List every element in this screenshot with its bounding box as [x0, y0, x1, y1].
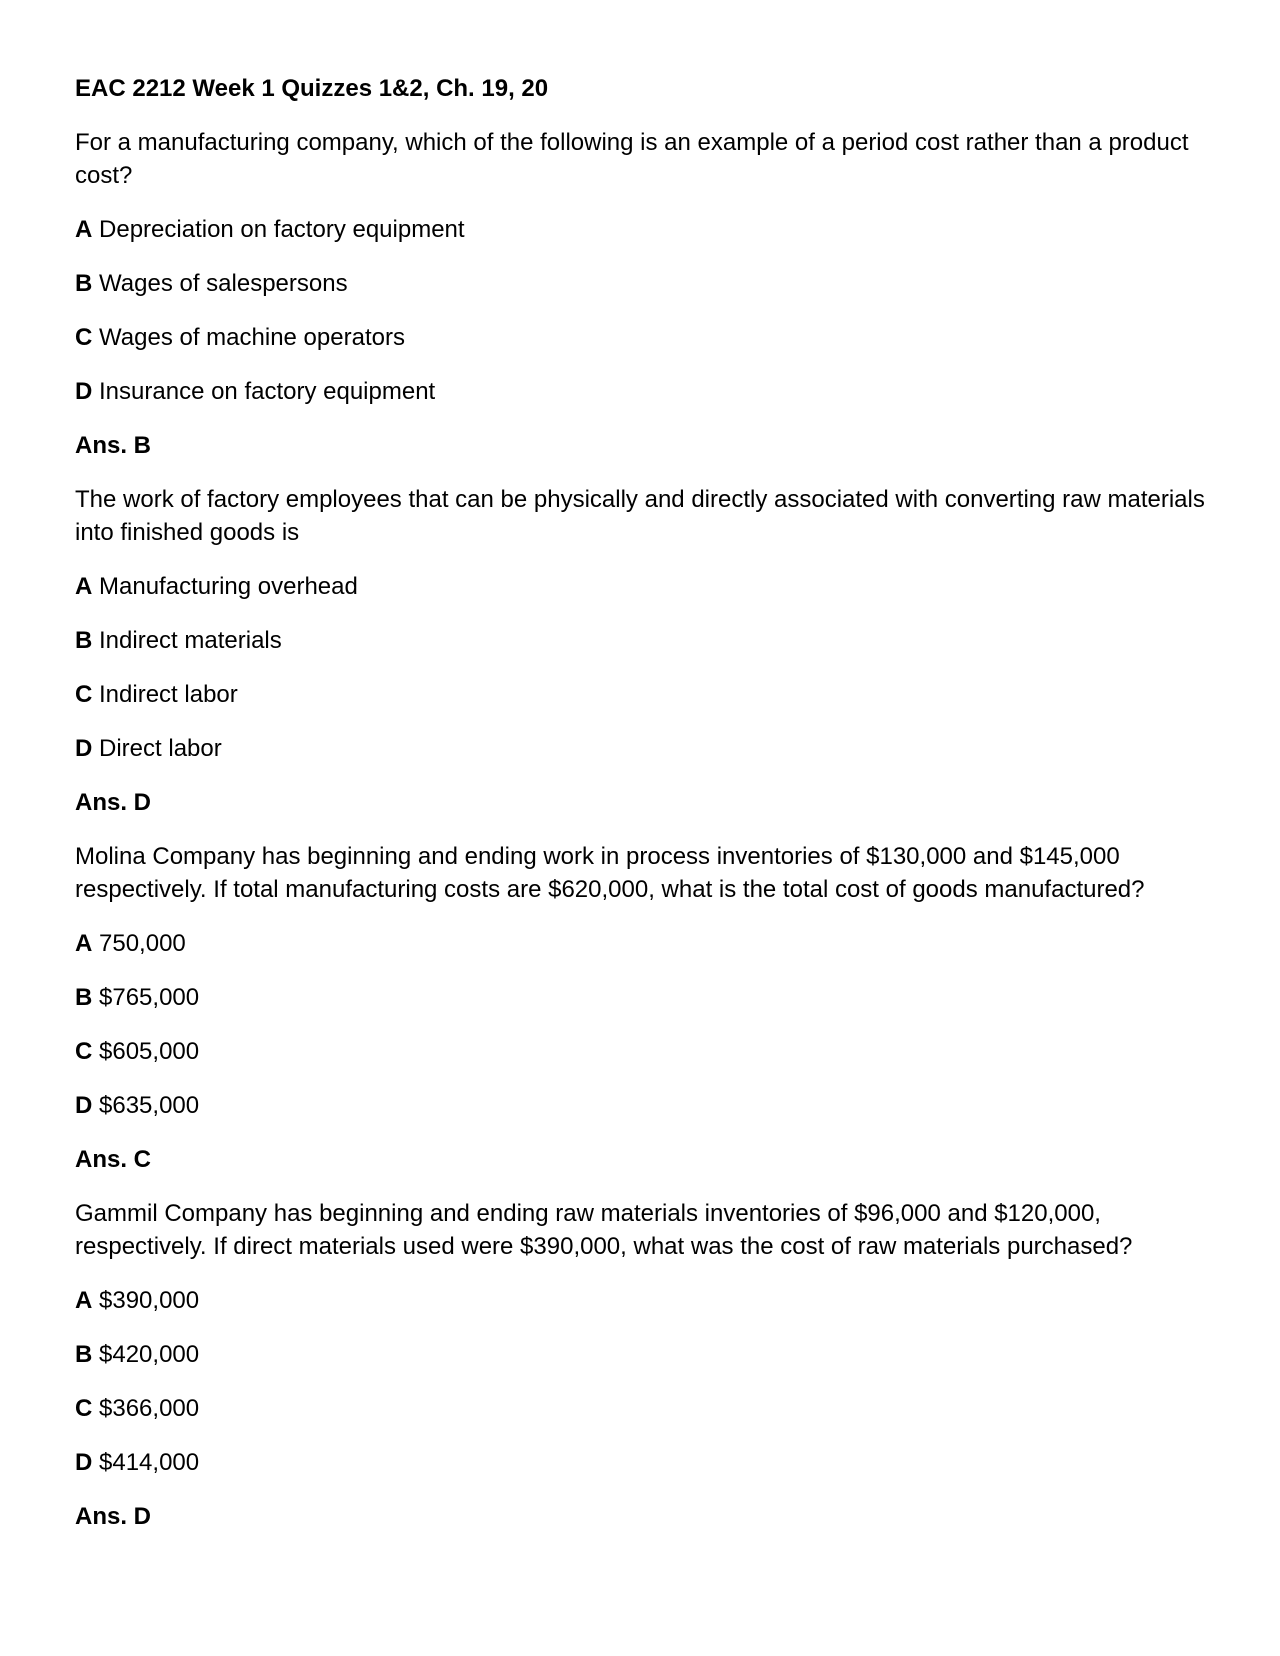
option-a	[75, 570, 1215, 603]
question-text: The work of factory employees that can be physically and directly associated with converting raw materials into finished goods is	[75, 486, 1205, 546]
question-text: Molina Company has beginning and ending work in process inventories of $130,000 and $145,000 respectively. If total manufacturing costs are $620,000, what is the total cost of goods manufactured?	[75, 843, 1145, 903]
option-text: $390,000	[99, 1287, 200, 1314]
option-text: $635,000	[99, 1092, 200, 1119]
answer-text: Ans. C	[75, 1146, 152, 1173]
option-letter: A	[75, 930, 93, 957]
option-letter: A	[75, 573, 93, 600]
option-text: Direct labor	[99, 735, 222, 762]
option-b	[75, 1338, 1215, 1371]
option-text: $765,000	[99, 984, 200, 1011]
document-page	[75, 72, 1215, 1554]
question-block-1	[75, 126, 1215, 462]
option-letter: D	[75, 735, 93, 762]
option-d	[75, 1446, 1215, 1479]
option-letter: D	[75, 1449, 93, 1476]
option-b	[75, 981, 1215, 1014]
question-text: For a manufacturing company, which of the following is an example of a period cost rather than a product cost?	[75, 129, 1189, 189]
option-c	[75, 1392, 1215, 1425]
document-title: EAC 2212 Week 1 Quizzes 1&2, Ch. 19, 20	[75, 75, 549, 102]
option-c	[75, 1035, 1215, 1068]
option-text: 750,000	[99, 930, 186, 957]
option-c	[75, 678, 1215, 711]
option-text: $420,000	[99, 1341, 200, 1368]
option-text: Insurance on factory equipment	[99, 378, 436, 405]
option-d	[75, 732, 1215, 765]
option-text: Wages of machine operators	[99, 324, 405, 351]
option-text: $605,000	[99, 1038, 200, 1065]
option-letter: C	[75, 1038, 93, 1065]
option-letter: A	[75, 216, 93, 243]
option-text: Depreciation on factory equipment	[99, 216, 465, 243]
option-b	[75, 624, 1215, 657]
question-block-4	[75, 1197, 1215, 1533]
option-letter: C	[75, 681, 93, 708]
option-d	[75, 1089, 1215, 1122]
option-letter: C	[75, 324, 93, 351]
option-letter: B	[75, 1341, 93, 1368]
option-letter: C	[75, 1395, 93, 1422]
answer-text: Ans. D	[75, 789, 152, 816]
question-block-3	[75, 840, 1215, 1176]
option-a	[75, 1284, 1215, 1317]
option-text: Wages of salespersons	[99, 270, 348, 297]
option-letter: B	[75, 984, 93, 1011]
option-a	[75, 213, 1215, 246]
option-d	[75, 375, 1215, 408]
question-text: Gammil Company has beginning and ending raw materials inventories of $96,000 and $120,000, respectively. If direct materials used were $390,000, what was the cost of raw materials purchased?	[75, 1200, 1133, 1260]
option-text: $366,000	[99, 1395, 200, 1422]
option-text: Manufacturing overhead	[99, 573, 358, 600]
option-letter: A	[75, 1287, 93, 1314]
option-letter: D	[75, 1092, 93, 1119]
option-letter: D	[75, 378, 93, 405]
option-letter: B	[75, 270, 93, 297]
option-text: $414,000	[99, 1449, 200, 1476]
answer-text: Ans. D	[75, 1503, 152, 1530]
answer-text: Ans. B	[75, 432, 152, 459]
option-text: Indirect labor	[99, 681, 238, 708]
question-block-2	[75, 483, 1215, 819]
option-a	[75, 927, 1215, 960]
option-letter: B	[75, 627, 93, 654]
option-c	[75, 321, 1215, 354]
option-text: Indirect materials	[99, 627, 282, 654]
option-b	[75, 267, 1215, 300]
